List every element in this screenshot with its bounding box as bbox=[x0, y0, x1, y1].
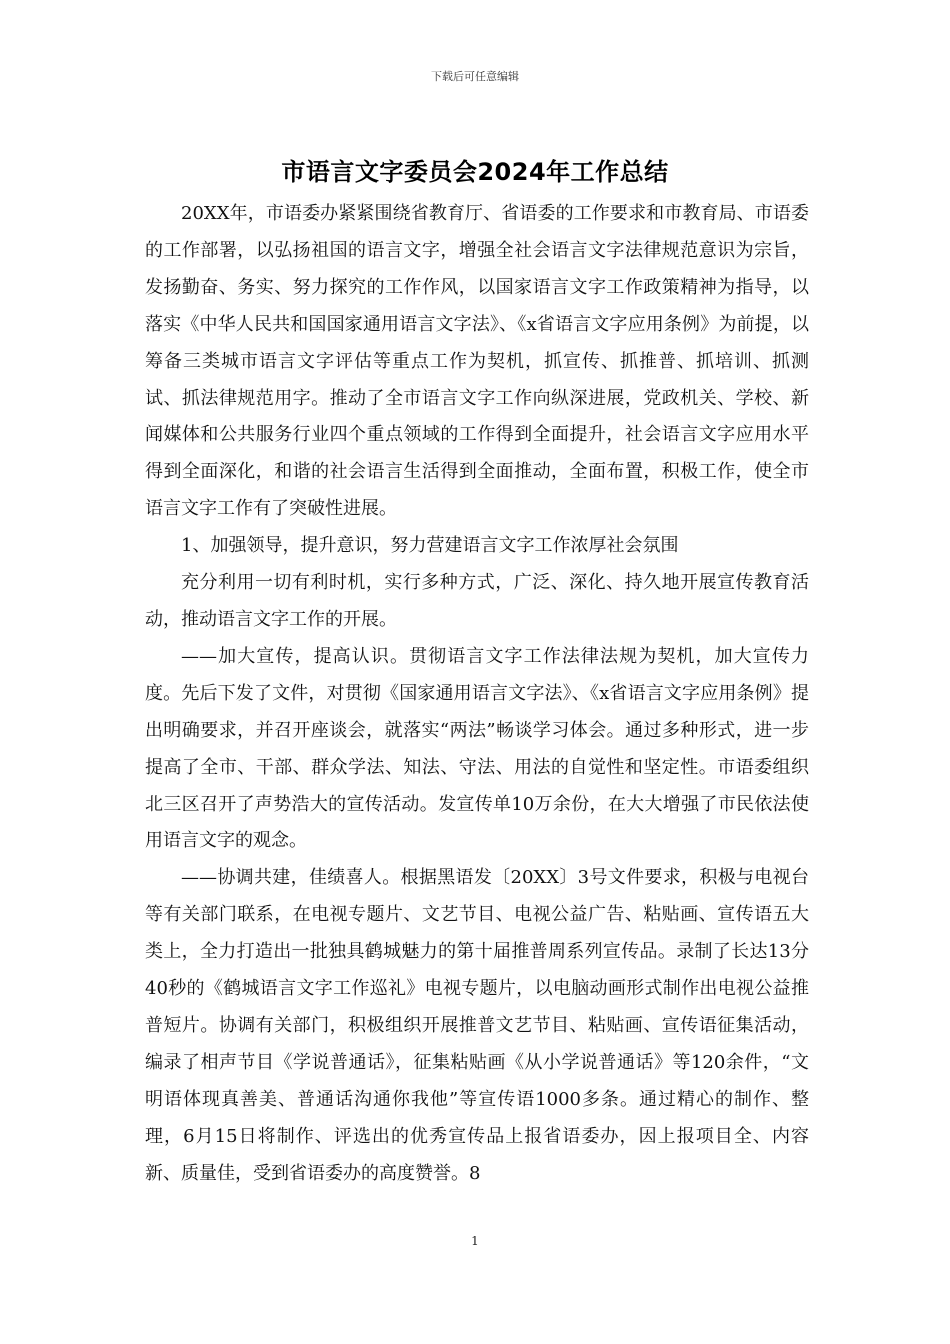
section-heading: 1、加强领导，提升意识，努力营建语言文字工作浓厚社会氛围 bbox=[181, 535, 679, 557]
header-note: 下载后可任意编辑 bbox=[431, 70, 519, 83]
document-title: 市语言文字委员会2024年工作总结 bbox=[281, 158, 669, 186]
page-number: 1 bbox=[471, 1234, 479, 1248]
document-body bbox=[145, 196, 809, 1192]
body-paragraph: ——协调共建，佳绩喜人。根据黑语发〔20XX〕3号文件要求，积极与电视台等有关部门联系，在电视专题片、文艺节目、电视公益广告、粘贴画、宣传语五大类上，全力打造出一批独具鹤城魅力的第十届推普周系列宣传品。录制了长达13分40秒的《鹤城语言文字工作巡礼》电视专题片，以电脑动画形式制作出电视公益推普短片。协调有关部门，积极组织开展推普文艺节目、粘贴画、宣传语征集活动，编录了相声节目《学说普通话》，征集粘贴画《从小学说普通话》等120余件，“文明语体现真善美、普通话沟通你我他”等宣传语1000多条。通过精心的制作、整理，6月15日将制作、评选出的优秀宣传品上报省语委办，因上报项目全、内容新、质量佳，受到省语委办的高度赞誉。8 bbox=[145, 867, 809, 1184]
body-paragraph: 充分利用一切有利时机，实行多种方式，广泛、深化、持久地开展宣传教育活动，推动语言文字工作的开展。 bbox=[145, 572, 809, 630]
body-paragraph: ——加大宣传，提高认识。贯彻语言文字工作法律法规为契机，加大宣传力度。先后下发了文件，对贯彻《国家通用语言文字法》、《x省语言文字应用条例》提出明确要求，并召开座谈会，就落实“两法”畅谈学习体会。通过多种形式，进一步提高了全市、干部、群众学法、知法、守法、用法的自觉性和坚定性。市语委组织北三区召开了声势浩大的宣传活动。发宣传单10万余份，在大大增强了市民依法使用语言文字的观念。 bbox=[145, 645, 809, 852]
intro-paragraph: 20XX年，市语委办紧紧围绕省教育厅、省语委的工作要求和市教育局、市语委的工作部署，以弘扬祖国的语言文字，增强全社会语言文字法律规范意识为宗旨，发扬勤奋、务实、努力探究的工作作风，以国家语言文字工作政策精神为指导，以落实《中华人民共和国国家通用语言文字法》、《x省语言文字应用条例》为前提，以筹备三类城市语言文字评估等重点工作为契机，抓宣传、抓推普、抓培训、抓测试、抓法律规范用字。推动了全市语言文字工作向纵深进展，党政机关、学校、新闻媒体和公共服务行业四个重点领域的工作得到全面提升，社会语言文字应用水平得到全面深化，和谐的社会语言生活得到全面推动，全面布置，积极工作，使全市语言文字工作有了突破性进展。 bbox=[145, 203, 809, 520]
